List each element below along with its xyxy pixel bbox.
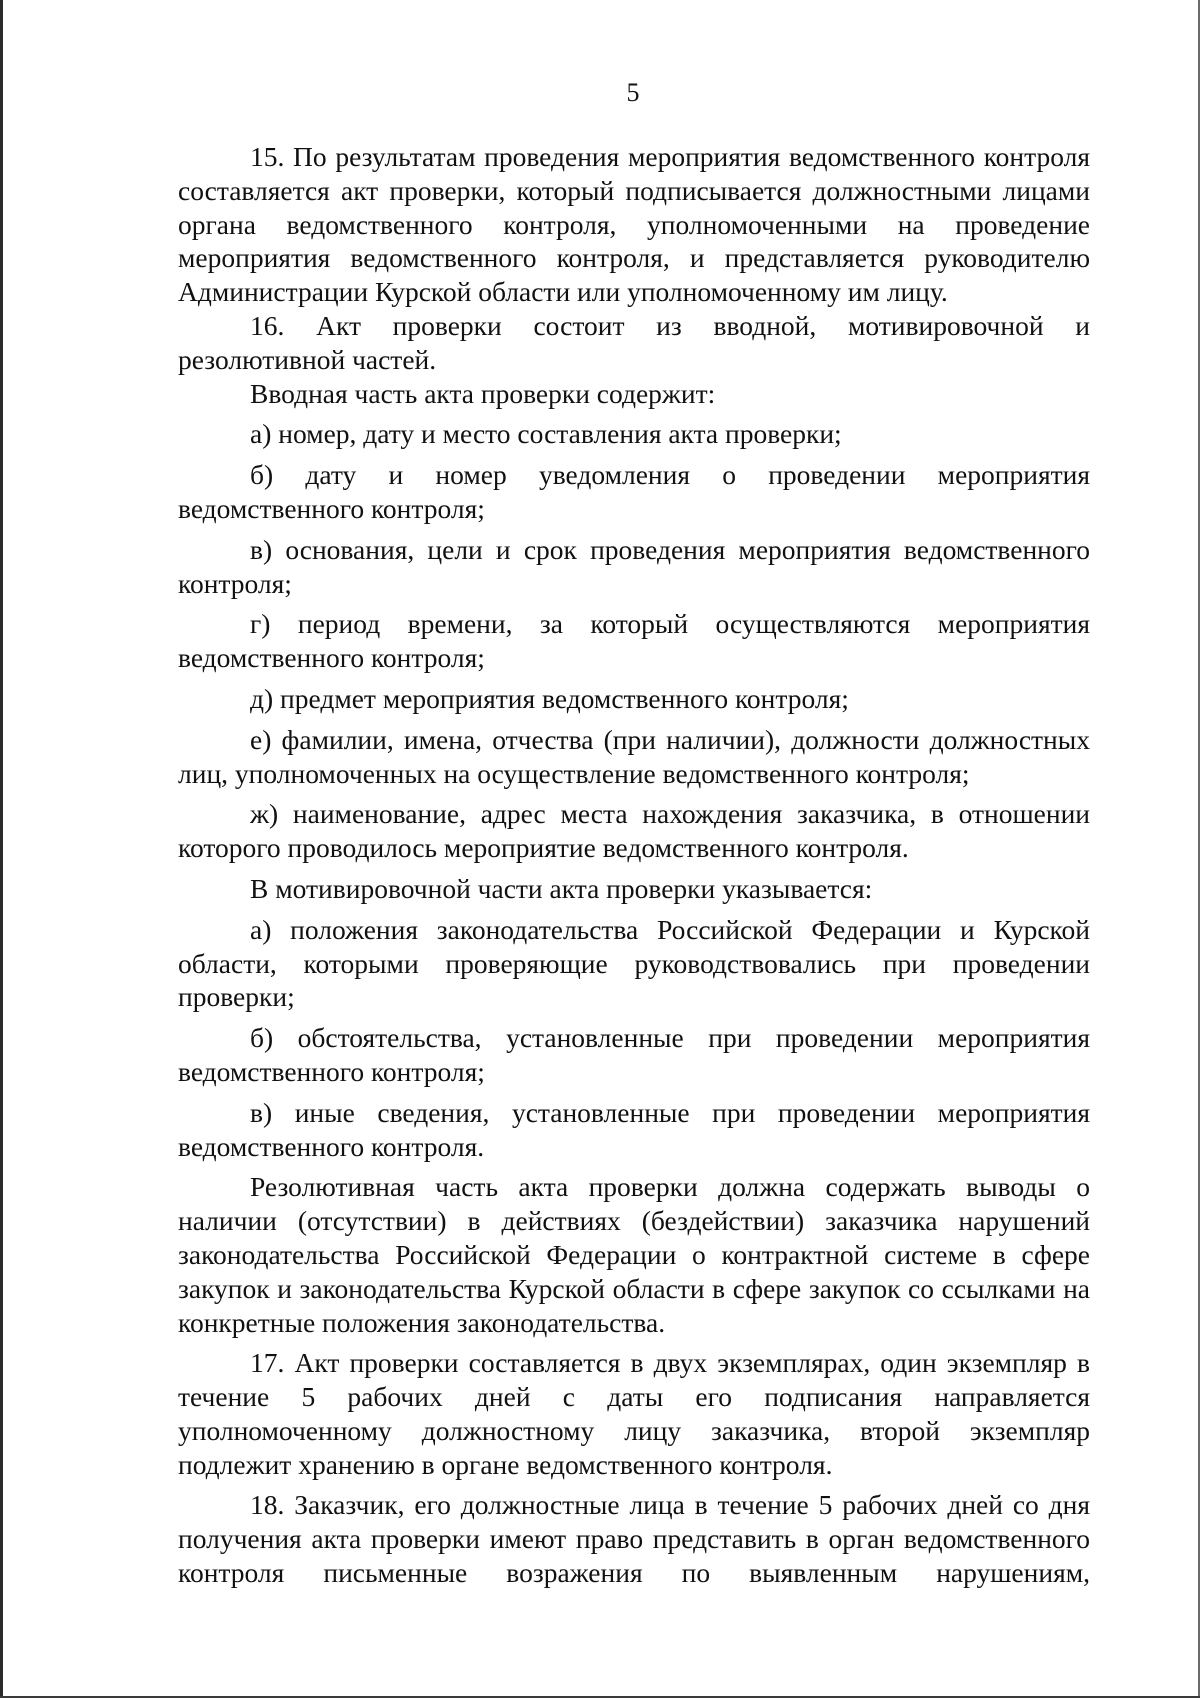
list-item-b: б) дату и номер уведомления о проведении мероприятия ведомственного контроля; — [178, 459, 1090, 524]
list-item-v: в) основания, цели и срок проведения мероприятия ведомственного контроля; — [178, 533, 1090, 599]
document-body — [178, 140, 1090, 1590]
page-number: 5 — [626, 78, 640, 107]
motivation-item-v: в) иные сведения, установленные при проведении мероприятия ведомственного контроля. — [178, 1096, 1090, 1162]
scan-edge-left — [0, 0, 3, 1698]
motivation-item-a: а) положения законодательства Российской Федерации и Курской области, которыми проверяющие руководствовались при проведении проверки; — [178, 913, 1090, 1013]
paragraph-16: 16. Акт проверки состоит из вводной, мотивировочной и резолютивной частей. — [178, 309, 1090, 375]
paragraph-motivation-part: В мотивировочной части акта проверки указывается: — [250, 872, 873, 904]
paragraph-17: 17. Акт проверки составляется в двух экземплярах, один экземпляр в течение 5 рабочих дней с даты его подписания направляется уполномоченному должностному лицу заказчика, второй экземпляр подлежит хранению в органе ведомственного контроля. — [178, 1347, 1090, 1480]
paragraph-intro-part: Вводная часть акта проверки содержит: — [250, 377, 716, 409]
motivation-item-b: б) обстоятельства, установленные при проведении мероприятия ведомственного контроля; — [178, 1022, 1090, 1087]
list-item-e: е) фамилии, имена, отчества (при наличии), должности должностных лиц, уполномоченных на осуществление ведомственного контроля; — [178, 723, 1090, 789]
paragraph-resolution-part: Резолютивная часть акта проверки должна содержать выводы о наличии (отсутствии) в действиях (бездействии) заказчика нарушений законодательства Российской Федерации о контрактной системе в сфере закупок и законодательства Курской области в сфере закупок со ссылками на конкретные положения законодательства. — [178, 1171, 1090, 1338]
list-item-a: а) номер, дату и место составления акта проверки; — [250, 418, 842, 450]
list-item-g: г) период времени, за который осуществляются мероприятия ведомственного контроля; — [178, 608, 1090, 674]
list-item-d: д) предмет мероприятия ведомственного контроля; — [250, 682, 849, 714]
paragraph-15: 15. По результатам проведения мероприятия ведомственного контроля составляется акт проверки, который подписывается должностными лицами органа ведомственного контроля, уполномоченными на проведение мероприятия ведомственного контроля, и представляется руководителю Администрации Курской области или уполномоченному им лицу. — [178, 141, 1090, 308]
list-item-zh: ж) наименование, адрес места нахождения заказчика, в отношении которого проводилось мероприятие ведомственного контроля. — [178, 798, 1090, 864]
paragraph-18: 18. Заказчик, его должностные лица в течение 5 рабочих дней со дня получения акта проверки имеют право представить в орган ведомственного контроля письменные возражения по выявленным нарушениям, — [178, 1489, 1090, 1589]
